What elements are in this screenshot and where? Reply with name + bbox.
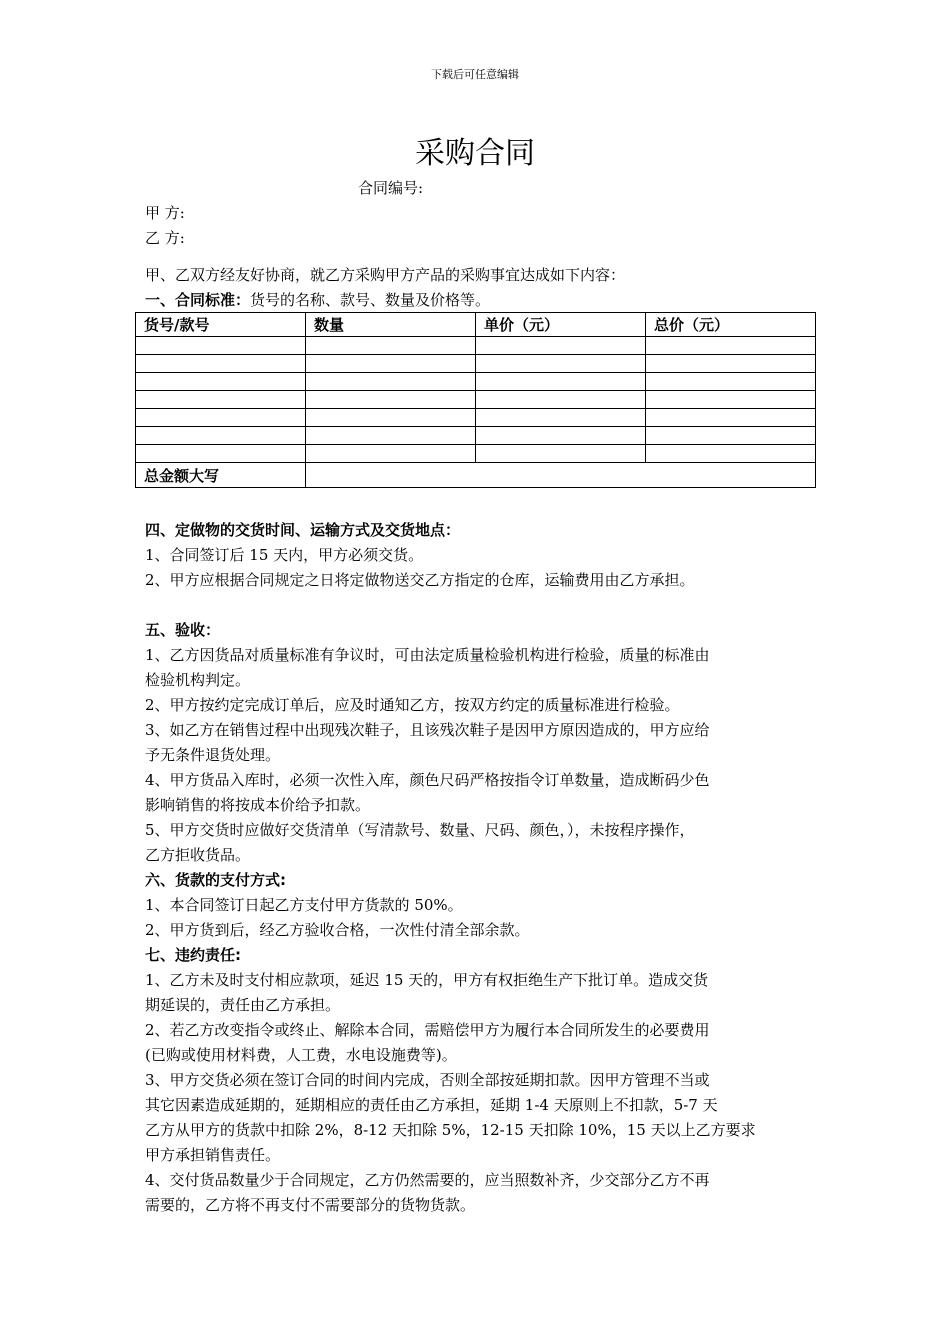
section7-line: (已购或使用材料费，人工费，水电设施费等)。 xyxy=(145,1046,457,1064)
section5-line: 1、乙方因货品对质量标准有争议时，可由法定质量检验机构进行检验，质量的标准由 xyxy=(145,646,710,664)
header-cell-total-price: 总价（元） xyxy=(646,313,816,337)
section1-heading: 一、合同标准： xyxy=(145,291,251,309)
section5-line: 检验机构判定。 xyxy=(145,671,251,689)
section7-line: 2、若乙方改变指令或终止、解除本合同，需赔偿甲方为履行本合同所发生的必要费用 xyxy=(145,1021,710,1039)
section5-line: 4、甲方货品入库时，必须一次性入库，颜色尺码严格按指令订单数量，造成断码少色 xyxy=(145,771,710,789)
section6-heading: 六、货款的支付方式: xyxy=(145,871,286,889)
table-cell[interactable] xyxy=(306,337,476,355)
section1-line xyxy=(145,289,490,310)
table-cell[interactable] xyxy=(646,391,816,409)
section5-line: 影响销售的将按成本价给予扣款。 xyxy=(145,796,371,814)
table-total-row xyxy=(136,463,816,488)
document-title: 采购合同 xyxy=(415,136,535,171)
table-cell[interactable] xyxy=(306,409,476,427)
section7-line: 期延误的，责任由乙方承担。 xyxy=(145,996,341,1014)
section5 xyxy=(145,618,810,1218)
section5-line: 2、甲方按约定完成订单后，应及时通知乙方，按双方约定的质量标准进行检验。 xyxy=(145,696,680,714)
total-amount-cell[interactable] xyxy=(306,463,816,488)
section7-line: 1、乙方未及时支付相应款项，延迟 15 天的，甲方有权拒绝生产下批订单。造成交货 xyxy=(145,971,709,989)
section5-line: 5、甲方交货时应做好交货清单（写清款号、数量、尺码、颜色，），未按程序操作， xyxy=(145,821,695,839)
section1-text: 货号的名称、款号、数量及价格等。 xyxy=(250,291,491,309)
table-row xyxy=(136,427,816,445)
table-cell[interactable] xyxy=(646,445,816,463)
goods-table xyxy=(135,312,816,488)
table-cell[interactable] xyxy=(476,337,646,355)
table-cell[interactable] xyxy=(646,409,816,427)
table-cell[interactable] xyxy=(646,373,816,391)
section6-line: 2、甲方货到后，经乙方验收合格，一次性付清全部余款。 xyxy=(145,921,530,939)
section7-heading: 七、违约责任: xyxy=(145,946,241,964)
table-row xyxy=(136,445,816,463)
header-cell-item-no: 货号/款号 xyxy=(136,313,306,337)
contract-number-label: 合同编号: xyxy=(358,179,424,197)
table-cell[interactable] xyxy=(476,409,646,427)
table-cell[interactable] xyxy=(476,391,646,409)
table-cell[interactable] xyxy=(136,355,306,373)
section5-line: 予无条件退货处理。 xyxy=(145,746,281,764)
table-cell[interactable] xyxy=(476,427,646,445)
section4-item: 2、甲方应根据合同规定之日将定做物送交乙方指定的仓库，运输费用由乙方承担。 xyxy=(145,571,695,589)
table-row xyxy=(136,337,816,355)
table-cell[interactable] xyxy=(136,337,306,355)
table-row xyxy=(136,355,816,373)
total-amount-label: 总金额大写 xyxy=(136,463,306,488)
section7-line: 乙方从甲方的货款中扣除 2%，8-12 天扣除 5%，12-15 天扣除 10%，15 天以上乙方要求 xyxy=(145,1121,756,1139)
table-cell[interactable] xyxy=(306,355,476,373)
section7-line: 需要的，乙方将不再支付不需要部分的货物货款。 xyxy=(145,1196,476,1214)
section4-item: 1、合同签订后 15 天内，甲方必须交货。 xyxy=(145,546,424,564)
table-cell[interactable] xyxy=(136,391,306,409)
table-cell[interactable] xyxy=(476,373,646,391)
table-cell[interactable] xyxy=(136,445,306,463)
header-cell-unit-price: 单价（元） xyxy=(476,313,646,337)
party-a-label: 甲 方: xyxy=(145,204,185,222)
table-cell[interactable] xyxy=(136,409,306,427)
section7-line: 甲方承担销售责任。 xyxy=(145,1146,281,1164)
table-cell[interactable] xyxy=(646,355,816,373)
section5-heading: 五、验收： xyxy=(145,621,221,639)
section6-line: 1、本合同签订日起乙方支付甲方货款的 50%。 xyxy=(145,896,463,914)
header-note: 下载后可任意编辑 xyxy=(431,68,519,81)
section7-line: 4、交付货品数量少于合同规定，乙方仍然需要的，应当照数补齐，少交部分乙方不再 xyxy=(145,1171,710,1189)
section5-line: 乙方拒收货品。 xyxy=(145,846,251,864)
section5-line: 3、如乙方在销售过程中出现残次鞋子，且该残次鞋子是因甲方原因造成的，甲方应给 xyxy=(145,721,710,739)
table-cell[interactable] xyxy=(476,355,646,373)
table-row xyxy=(136,373,816,391)
table-cell[interactable] xyxy=(306,427,476,445)
section4 xyxy=(145,518,810,593)
party-b-label: 乙 方: xyxy=(145,229,185,247)
table-row xyxy=(136,391,816,409)
intro-text: 甲、乙双方经友好协商，就乙方采购甲方产品的采购事宜达成如下内容： xyxy=(145,266,626,284)
table-cell[interactable] xyxy=(646,427,816,445)
section7-line: 3、甲方交货必须在签订合同的时间内完成，否则全部按延期扣款。因甲方管理不当或 xyxy=(145,1071,710,1089)
table-cell[interactable] xyxy=(136,427,306,445)
section7-line: 其它因素造成延期的，延期相应的责任由乙方承担，延期 1-4 天原则上不扣款，5-7 天 xyxy=(145,1096,718,1114)
section4-heading: 四、定做物的交货时间、运输方式及交货地点： xyxy=(145,521,461,539)
table-cell[interactable] xyxy=(476,445,646,463)
table-cell[interactable] xyxy=(306,373,476,391)
header-cell-quantity: 数量 xyxy=(306,313,476,337)
table-cell[interactable] xyxy=(306,445,476,463)
table-cell[interactable] xyxy=(646,337,816,355)
table-header-row xyxy=(136,313,816,337)
table-cell[interactable] xyxy=(306,391,476,409)
table-row xyxy=(136,409,816,427)
table-cell[interactable] xyxy=(136,373,306,391)
